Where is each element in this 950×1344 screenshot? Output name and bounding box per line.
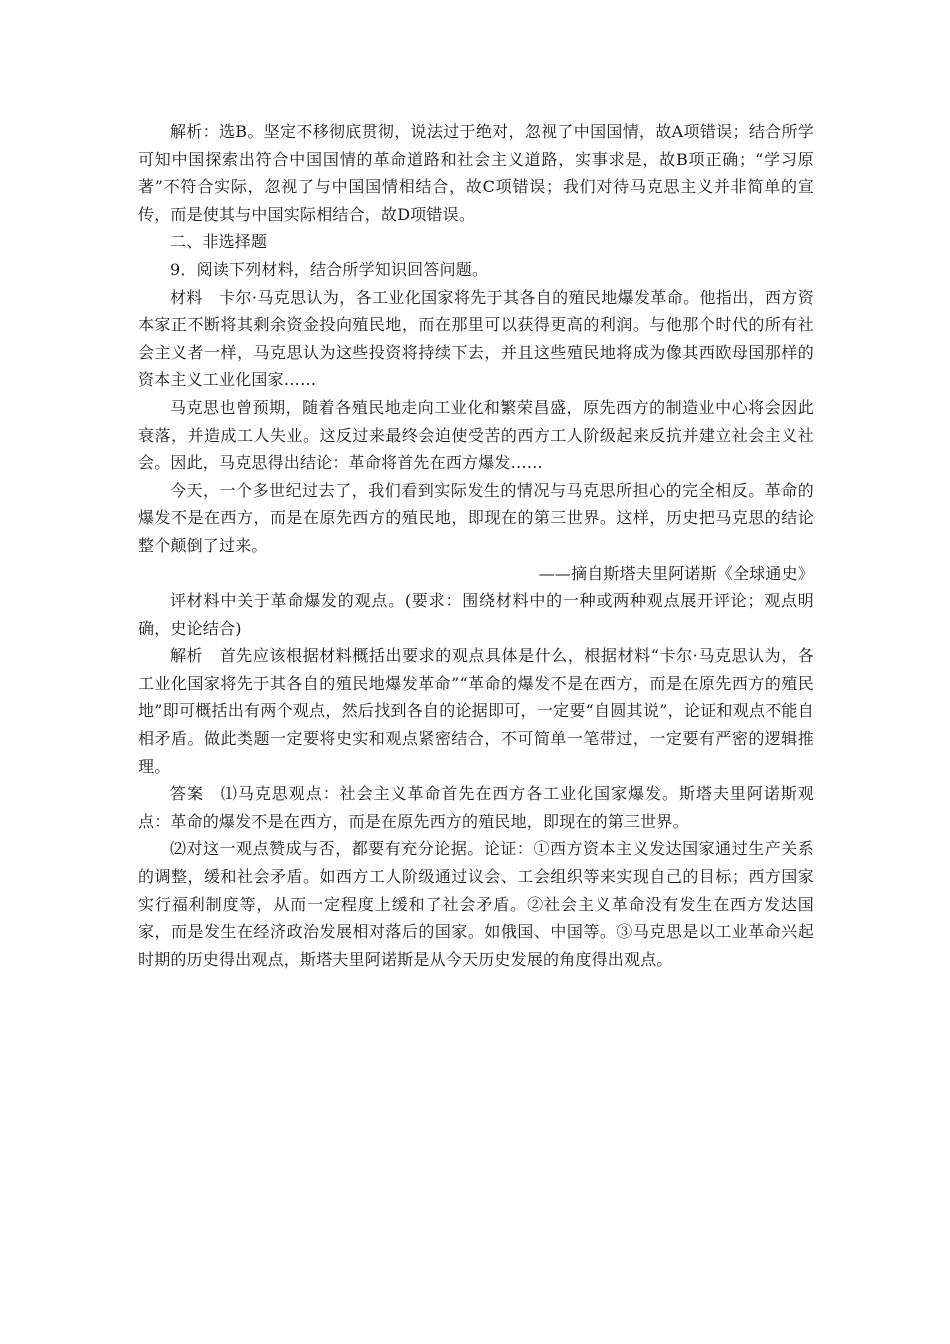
material-paragraph-2: 马克思也曾预期，随着各殖民地走向工业化和繁荣昌盛，原先西方的制造业中心将会因此衰落，并造成工人失业。这反过来最终会迫使受苦的西方工人阶级起来反抗并建立社会主义社会。因此，马克思得出结论：革命将首先在西方爆发……	[138, 397, 814, 473]
document-body	[138, 118, 814, 973]
answer-part-1: 答案 ⑴马克思观点：社会主义革命首先在西方各工业化国家爆发。斯塔夫里阿诺斯观点：革命的爆发不是在西方，而是在原先西方的殖民地，即现在的第三世界。	[138, 784, 814, 831]
question-9-task: 评材料中关于革命爆发的观点。(要求：围绕材料中的一种或两种观点展开评论；观点明确，史论结合)	[138, 591, 814, 638]
answer-part-2: ⑵对这一观点赞成与否，都要有充分论据。论证：①西方资本主义发达国家通过生产关系的调整，缓和社会矛盾。如西方工人阶级通过议会、工会组织等来实现自己的目标；西方国家实行福利制度等，从而一定程度上缓和了社会矛盾。②社会主义革命没有发生在西方发达国家，而是发生在经济政治发展相对落后的国家。如俄国、中国等。③马克思是以工业革命兴起时期的历史得出观点，斯塔夫里阿诺斯是从今天历史发展的角度得出观点。	[138, 839, 814, 969]
material-paragraph-3: 今天，一个多世纪过去了，我们看到实际发生的情况与马克思所担心的完全相反。革命的爆发不是在西方，而是在原先西方的殖民地，即现在的第三世界。这样，历史把马克思的结论整个颠倒了过来。	[138, 480, 814, 555]
material-paragraph-1: 材料 卡尔·马克思认为，各工业化国家将先于其各自的殖民地爆发革命。他指出，西方资本家正不断将其剩余资金投向殖民地，而在那里可以获得更高的利润。与他那个时代的所有社会主义者一样，马克思认为这些投资将持续下去，并且这些殖民地将成为像其西欧母国那样的资本主义工业化国家……	[138, 287, 814, 390]
material-source: ——摘自斯塔夫里阿诺斯《全球通史》	[538, 563, 814, 583]
section-heading-non-choice: 二、非选择题	[170, 232, 268, 252]
analysis-paragraph-q8: 解析：选B。坚定不移彻底贯彻，说法过于绝对，忽视了中国国情，故A项错误；结合所学可知中国探索出符合中国国情的革命道路和社会主义道路，实事求是，故B项正确；“学习原著”不符合实际，忽视了与中国国情相结合，故C项错误；我们对待马克思主义并非简单的宣传，而是使其与中国实际相结合，故D项错误。	[138, 122, 814, 224]
question-9-prompt: 9．阅读下列材料，结合所学知识回答问题。	[170, 259, 489, 279]
analysis-paragraph-q9: 解析 首先应该根据材料概括出要求的观点具体是什么，根据材料“卡尔·马克思认为，各工业化国家将先于其各自的殖民地爆发革命”“革命的爆发不是在西方，而是在原先西方的殖民地”即可概括出有两个观点，然后找到各自的论据即可，一定要“自圆其说”，论证和观点不能自相矛盾。做此类题一定要将史实和观点紧密结合，不可简单一笔带过，一定要有严密的逻辑推理。	[138, 646, 814, 776]
